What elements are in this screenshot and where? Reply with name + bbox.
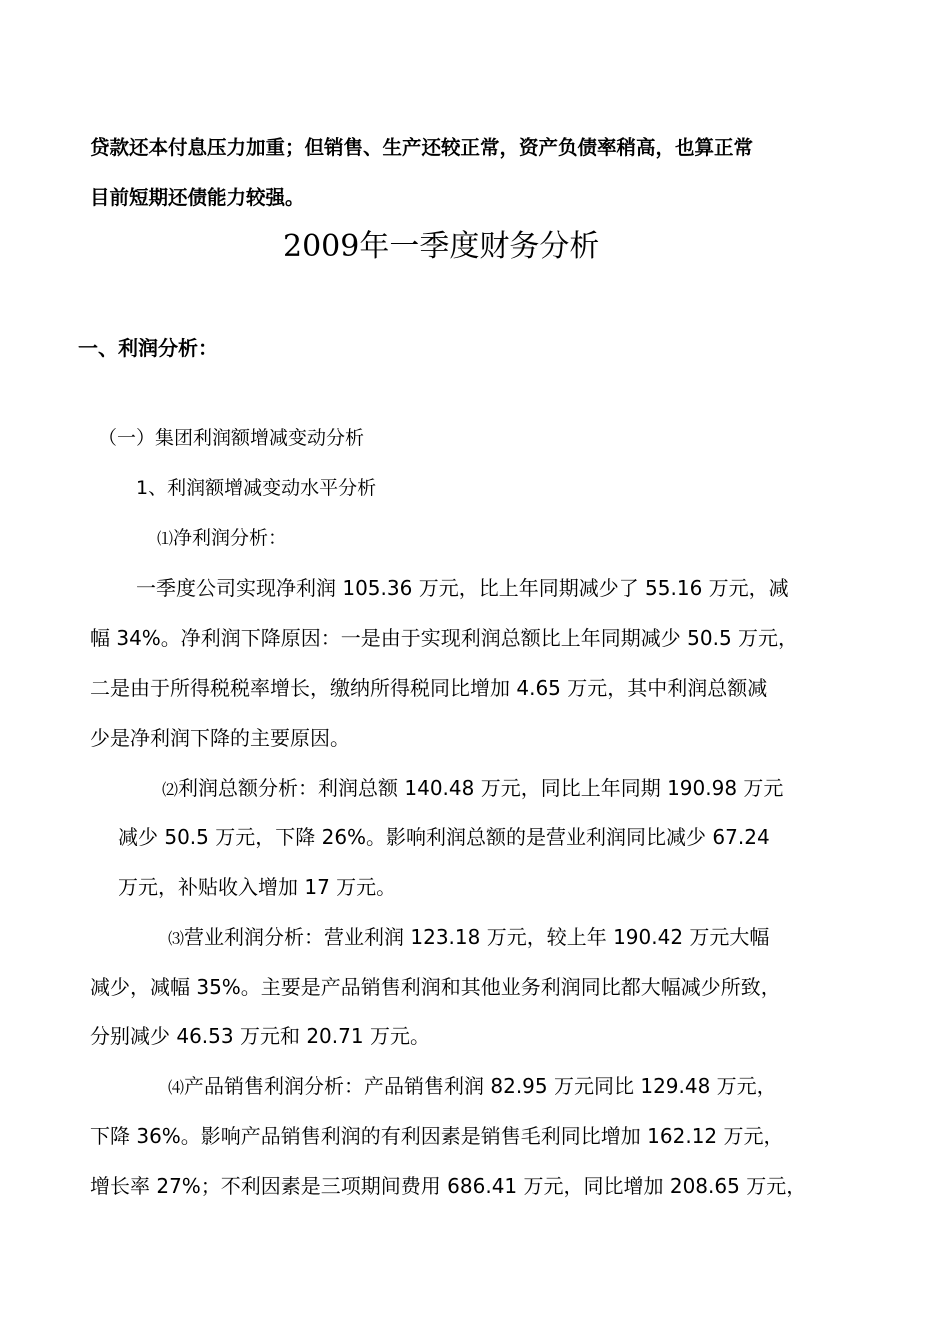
subsection-heading-group-profit: （一）集团利润额增减变动分析 bbox=[98, 427, 365, 449]
paragraph-line: 营业利润分析：营业利润 123.18 万元，较上年 190.42 万元大幅 bbox=[184, 925, 770, 949]
item-number: ⑶ bbox=[168, 929, 185, 948]
paragraph-line: 一季度公司实现净利润 105.36 万元，比上年同期减少了 55.16 万元，减 bbox=[136, 576, 789, 600]
paragraph-line: 减少 50.5 万元，下降 26%。影响利润总额的是营业利润同比减少 67.24 bbox=[118, 825, 770, 849]
item-number: ⑷ bbox=[168, 1078, 185, 1097]
item-label: 净利润分析： bbox=[173, 527, 288, 549]
paragraph-line: 分别减少 46.53 万元和 20.71 万元。 bbox=[90, 1024, 430, 1048]
paragraph-line: 幅 34%。净利润下降原因：一是由于实现利润总额比上年同期减少 50.5 万元， bbox=[90, 626, 799, 650]
item-number: ⑴ bbox=[157, 529, 174, 548]
intro-line-1: 贷款还本付息压力加重；但销售、生产还较正常，资产负债率稍高，也算正常 bbox=[90, 136, 754, 159]
intro-line-2: 目前短期还债能力较强。 bbox=[90, 186, 305, 209]
paragraph-line: 下降 36%。影响产品销售利润的有利因素是销售毛利同比增加 162.12 万元， bbox=[90, 1124, 784, 1148]
subsection-heading-profit-level: 1、利润额增减变动水平分析 bbox=[136, 477, 377, 499]
paragraph-line: 产品销售利润分析：产品销售利润 82.95 万元同比 129.48 万元， bbox=[184, 1074, 777, 1098]
paragraph-line: 少是净利润下降的主要原因。 bbox=[90, 726, 350, 750]
item-paragraph-operating-profit bbox=[168, 925, 769, 949]
document-title: 2009年一季度财务分析 bbox=[283, 229, 600, 264]
item-number: ⑵ bbox=[162, 780, 179, 799]
section-heading-profit-analysis: 一、利润分析： bbox=[78, 336, 218, 360]
item-paragraph-sales-profit bbox=[168, 1074, 777, 1098]
paragraph-line: 万元，补贴收入增加 17 万元。 bbox=[118, 875, 397, 899]
paragraph-line: 二是由于所得税税率增长，缴纳所得税同比增加 4.65 万元，其中利润总额减 bbox=[90, 676, 768, 700]
item-paragraph-total-profit bbox=[162, 776, 783, 800]
paragraph-line: 利润总额分析：利润总额 140.48 万元，同比上年同期 190.98 万元 bbox=[178, 776, 784, 800]
paragraph-line: 减少，减幅 35%。主要是产品销售利润和其他业务利润同比都大幅减少所致， bbox=[90, 975, 781, 999]
paragraph-line: 增长率 27%；不利因素是三项期间费用 686.41 万元，同比增加 208.65 万元， bbox=[90, 1174, 807, 1198]
item-heading-net-profit bbox=[157, 527, 287, 550]
